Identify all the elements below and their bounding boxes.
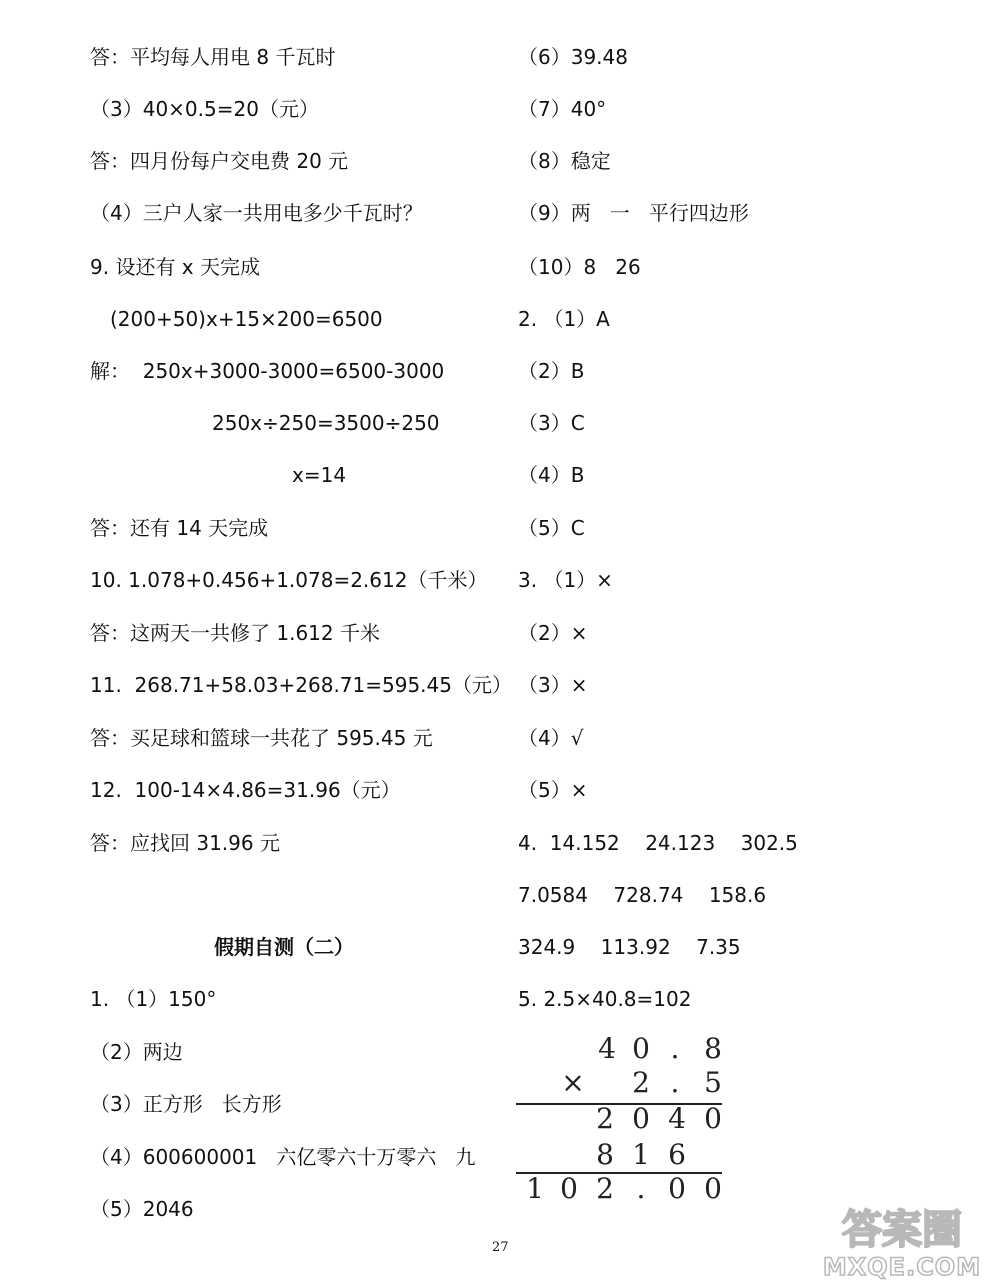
answer-line: （10）8 26 bbox=[518, 255, 641, 279]
calc-digit: 0 bbox=[632, 1032, 650, 1065]
answer-line: （2）× bbox=[518, 621, 588, 645]
answer-line: （4）√ bbox=[518, 726, 584, 750]
calc-digit: 8 bbox=[704, 1032, 722, 1065]
calc-digit: 2 bbox=[632, 1066, 650, 1099]
calc-digit: 4 bbox=[668, 1102, 686, 1135]
calc-digit: 6 bbox=[668, 1138, 686, 1171]
calc-digit: 0 bbox=[704, 1172, 722, 1205]
calc-digit: . bbox=[670, 1066, 680, 1099]
calc-digit: 5 bbox=[704, 1066, 722, 1099]
answer-line: 答：应找回 31.96 元 bbox=[90, 831, 280, 855]
calc-digit: . bbox=[670, 1032, 680, 1065]
calc-digit: 8 bbox=[596, 1138, 614, 1171]
answer-line: 10. 1.078+0.456+1.078=2.612（千米） bbox=[90, 568, 488, 592]
answer-line: 250x÷250=3500÷250 bbox=[212, 411, 440, 435]
answer-line: 4. 14.152 24.123 302.5 bbox=[518, 831, 798, 855]
answer-line: 2. （1）A bbox=[518, 307, 610, 331]
answer-line: 11. 268.71+58.03+268.71=595.45（元） bbox=[90, 673, 512, 697]
answer-line: 答：这两天一共修了 1.612 千米 bbox=[90, 621, 380, 645]
calc-digit: . bbox=[636, 1172, 646, 1205]
calc-digit: 1 bbox=[526, 1172, 544, 1205]
answer-line: 324.9 113.92 7.35 bbox=[518, 935, 741, 959]
answer-line: 答：买足球和篮球一共花了 595.45 元 bbox=[90, 726, 433, 750]
answer-line: （4）600600001 六亿零六十万零六 九 bbox=[90, 1145, 476, 1169]
answer-line: （2）两边 bbox=[90, 1040, 183, 1064]
calc-digit: 1 bbox=[632, 1138, 650, 1171]
calc-digit: 2 bbox=[596, 1172, 614, 1205]
answer-line: （8）稳定 bbox=[518, 149, 611, 173]
page-number: 27 bbox=[492, 1240, 509, 1255]
answer-line: （5）C bbox=[518, 516, 585, 540]
answer-line: 7.0584 728.74 158.6 bbox=[518, 883, 767, 907]
answer-line: 12. 100-14×4.86=31.96（元） bbox=[90, 778, 401, 802]
answer-line: 答：还有 14 天完成 bbox=[90, 516, 269, 540]
answer-line: （4）三户人家一共用电多少千瓦时？ bbox=[90, 201, 423, 225]
answer-line: 1. （1）150° bbox=[90, 987, 217, 1011]
calc-digit: 0 bbox=[668, 1172, 686, 1205]
answer-line: (200+50)x+15×200=6500 bbox=[110, 307, 383, 331]
answer-line: （9）两 一 平行四边形 bbox=[518, 201, 749, 225]
calc-digit: 0 bbox=[632, 1102, 650, 1135]
calc-digit: 2 bbox=[596, 1102, 614, 1135]
calc-digit: 4 bbox=[598, 1032, 616, 1065]
section-title: 假期自测（二） bbox=[214, 935, 354, 959]
answer-line: （4）B bbox=[518, 463, 585, 487]
answer-line: （6）39.48 bbox=[518, 45, 628, 69]
calc-digit: 0 bbox=[704, 1102, 722, 1135]
watermark-text-top: 答案圈 bbox=[842, 1207, 962, 1253]
answer-line: x=14 bbox=[292, 463, 347, 487]
answer-line: 9. 设还有 x 天完成 bbox=[90, 255, 260, 279]
watermark-text-bottom: MXQE.COM bbox=[822, 1253, 982, 1281]
answer-line: （2）B bbox=[518, 359, 585, 383]
answer-line: 答：四月份每户交电费 20 元 bbox=[90, 149, 349, 173]
answer-line: （3）× bbox=[518, 673, 588, 697]
answer-line: 3. （1）× bbox=[518, 568, 613, 592]
watermark-logo bbox=[812, 1201, 992, 1281]
answer-line: （7）40° bbox=[518, 97, 607, 121]
answer-line: （3）C bbox=[518, 411, 585, 435]
answer-line: 5. 2.5×40.8=102 bbox=[518, 987, 692, 1011]
answer-line: 答：平均每人用电 8 千瓦时 bbox=[90, 45, 336, 69]
calc-digit: 0 bbox=[560, 1172, 578, 1205]
answer-line: （3）40×0.5=20（元） bbox=[90, 97, 319, 121]
answer-line: （5）× bbox=[518, 778, 588, 802]
calc-times-sign: × bbox=[561, 1066, 585, 1099]
answer-line: （3）正方形 长方形 bbox=[90, 1092, 282, 1116]
answer-line: 解： 250x+3000-3000=6500-3000 bbox=[90, 359, 445, 383]
answer-line: （5）2046 bbox=[90, 1197, 194, 1221]
